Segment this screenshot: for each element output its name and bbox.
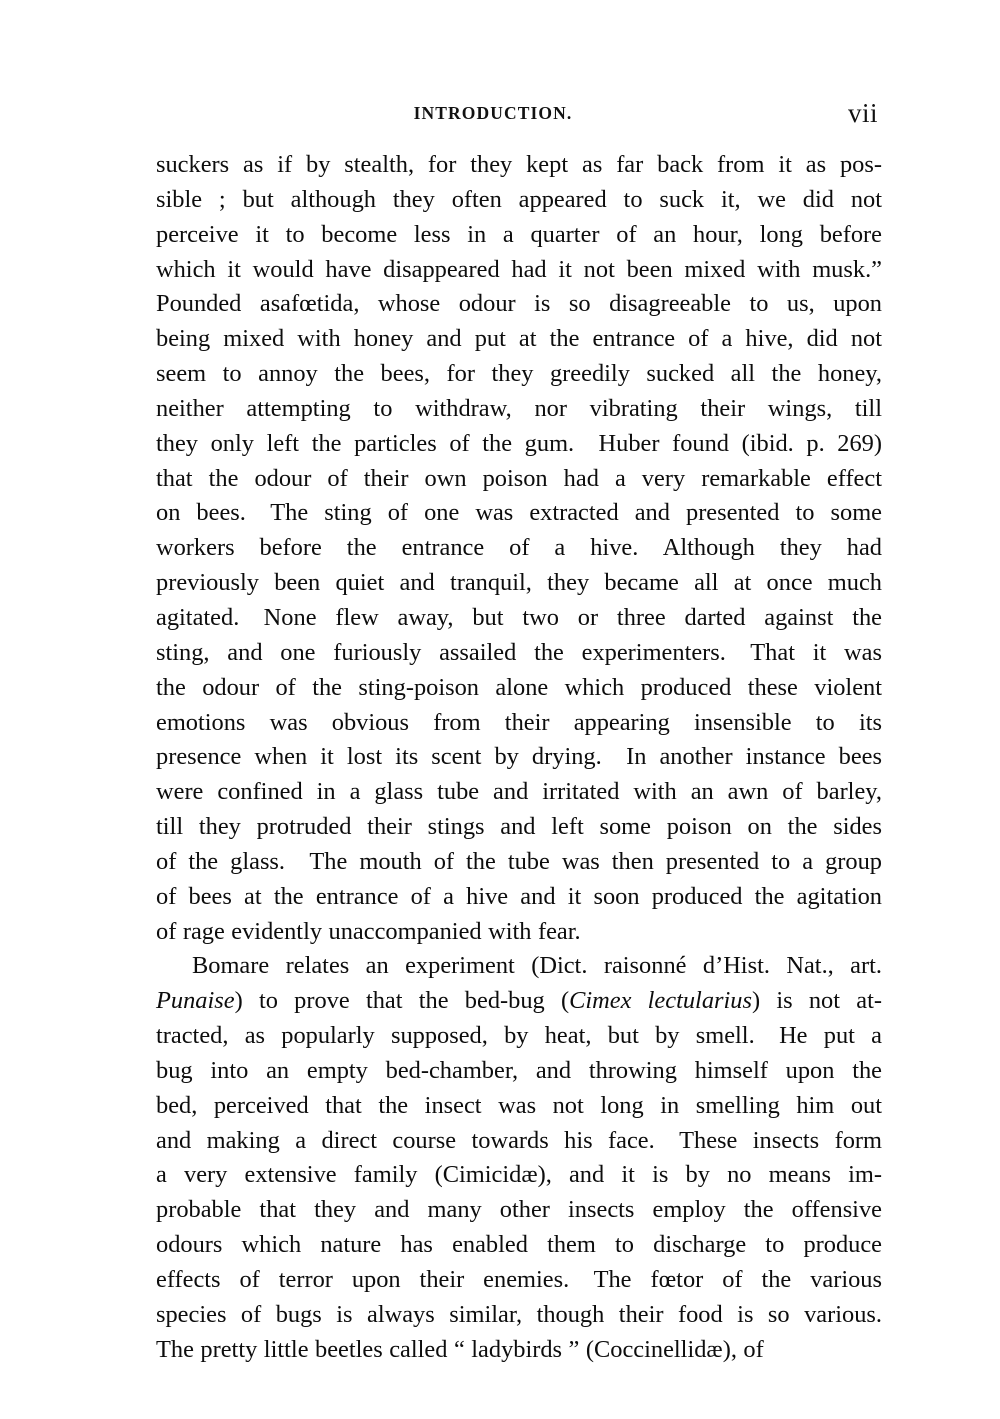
- text-line: perceive it to become less in a quarter of an hour, long before: [156, 220, 882, 248]
- text-line: being mixed with honey and put at the entrance of a hive, did not: [156, 325, 882, 353]
- text-line: species of bugs is always similar, though their food is so various.: [156, 1300, 882, 1328]
- text-line: Bomare relates an experiment (Dict. raisonné d’Hist. Nat., art.: [192, 952, 882, 980]
- text-line: effects of terror upon their enemies. The fœtor of the various: [156, 1266, 882, 1293]
- text-line: that the odour of their own poison had a very remarkable effect: [156, 464, 882, 492]
- text-line: previously been quiet and tranquil, they became all at once much: [156, 569, 882, 597]
- text-line: emotions was obvious from their appearing insensible to its: [156, 708, 882, 736]
- text-line: of bees at the entrance of a hive and it soon produced the agitation: [156, 882, 882, 910]
- text-line: a very extensive family (Cimicidæ), and it is by no means im-: [156, 1161, 882, 1189]
- text-line: bed, perceived that the insect was not long in smelling him out: [156, 1091, 882, 1119]
- text-line: on bees. The sting of one was extracted and presented to some: [156, 499, 882, 527]
- text-line: till they protruded their stings and left some poison on the sides: [156, 813, 882, 841]
- text-line: the odour of the sting-poison alone which produced these violent: [156, 673, 882, 701]
- page-number: vii: [847, 98, 878, 128]
- text-line: bug into an empty bed-chamber, and throwing himself upon the: [156, 1056, 882, 1084]
- text-line: probable that they and many other insects employ the offensive: [156, 1196, 882, 1224]
- text-line: of the glass. The mouth of the tube was then presented to a group: [156, 847, 882, 875]
- text-line: of rage evidently unaccompanied with fear.: [156, 917, 581, 945]
- text-line: which it would have disappeared had it not been mixed with musk.”: [156, 255, 882, 283]
- text-line: seem to annoy the bees, for they greedily sucked all the honey,: [156, 360, 882, 388]
- text-line: and making a direct course towards his face. These insects form: [156, 1126, 882, 1154]
- text-line: were confined in a glass tube and irritated with an awn of barley,: [156, 778, 882, 806]
- text-line: sting, and one furiously assailed the experimenters. That it was: [156, 638, 882, 666]
- paragraph-continuation: [156, 148, 882, 949]
- text-line: agitated. None flew away, but two or three darted against the: [156, 603, 882, 631]
- paragraph-bomare: [156, 949, 882, 1367]
- text-line: The pretty little beetles called “ ladybirds ” (Coccinellidæ), of: [156, 1335, 764, 1363]
- text-line: tracted, as popularly supposed, by heat, but by smell. He put a: [156, 1022, 882, 1050]
- text-line: suckers as if by stealth, for they kept as far back from it as pos-: [156, 151, 882, 178]
- text-line: sible ; but although they often appeared to suck it, we did not: [156, 185, 882, 213]
- text-line: odours which nature has enabled them to discharge to produce: [156, 1231, 882, 1259]
- text-line: workers before the entrance of a hive. Although they had: [156, 534, 882, 562]
- text-line: Pounded asafœtida, whose odour is so disagreeable to us, upon: [156, 290, 882, 318]
- text-line: they only left the particles of the gum. Huber found (ibid. p. 269): [156, 429, 882, 457]
- text-line: presence when it lost its scent by drying. In another instance bees: [156, 743, 882, 771]
- running-head: [156, 97, 878, 131]
- text-line: Punaise) to prove that the bed-bug (Cimex lectularius) is not at-: [156, 987, 882, 1015]
- running-head-title: INTRODUCTION.: [413, 103, 573, 123]
- body-text-block: [156, 148, 882, 1368]
- text-line: neither attempting to withdraw, nor vibrating their wings, till: [156, 394, 882, 422]
